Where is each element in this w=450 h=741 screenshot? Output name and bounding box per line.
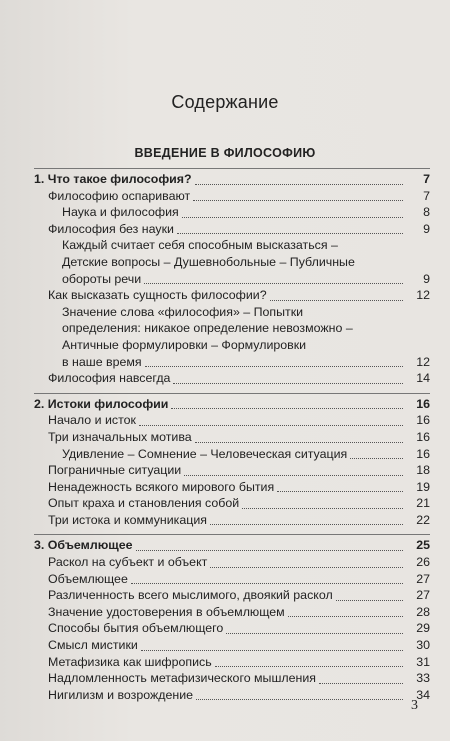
dot-leader bbox=[171, 408, 403, 409]
toc-entry: Три истока и коммуникация 22 bbox=[48, 512, 430, 527]
dot-leader bbox=[195, 442, 403, 443]
dot-leader bbox=[226, 633, 403, 634]
dot-leader bbox=[277, 491, 403, 492]
dot-leader bbox=[139, 425, 403, 426]
dot-leader bbox=[288, 616, 403, 617]
toc-entry: Философия навсегда 14 bbox=[48, 371, 430, 386]
page-title: Содержание bbox=[171, 92, 279, 112]
toc-entry: Объемлющее 27 bbox=[48, 571, 430, 586]
dot-leader bbox=[136, 550, 403, 551]
toc-entry: Метафизика как шифропись 31 bbox=[48, 654, 430, 669]
dot-leader bbox=[196, 699, 403, 700]
toc-entry-chapter: 1. Что такое философия? 7 bbox=[34, 172, 430, 186]
chapter-3 bbox=[34, 534, 430, 703]
dot-leader bbox=[242, 508, 403, 509]
toc-entry-multiline: Значение слова «философия» – Попытки определения: никакое определение невозможно – Античные формулировки – Формулировки в наше время 12 bbox=[62, 304, 430, 369]
chapter-2 bbox=[34, 393, 430, 529]
dot-leader bbox=[145, 366, 403, 367]
toc-entry: Удивление – Сомнение – Человеческая ситуация 16 bbox=[62, 446, 430, 461]
dot-leader bbox=[193, 200, 403, 201]
dot-leader bbox=[131, 583, 403, 584]
dot-leader bbox=[350, 458, 403, 459]
dot-leader bbox=[173, 383, 403, 384]
part-title: ВВЕДЕНИЕ В ФИЛОСОФИЮ bbox=[134, 146, 316, 160]
toc-entry: Наука и философия 8 bbox=[62, 205, 430, 220]
chapter-1 bbox=[34, 168, 430, 387]
dot-leader bbox=[182, 217, 403, 218]
dot-leader bbox=[215, 666, 403, 667]
dot-leader bbox=[144, 283, 403, 284]
dot-leader bbox=[195, 184, 403, 185]
table-of-contents bbox=[34, 168, 430, 709]
toc-entry: Различенность всего мыслимого, двоякий раскол 27 bbox=[48, 588, 430, 603]
toc-entry-chapter: 2. Истоки философии 16 bbox=[34, 396, 430, 411]
toc-entry: Философия без науки 9 bbox=[48, 221, 430, 236]
toc-entry-chapter: 3. Объемлющее 25 bbox=[34, 538, 430, 553]
dot-leader bbox=[177, 233, 403, 234]
dot-leader bbox=[210, 524, 403, 525]
dot-leader bbox=[319, 683, 403, 684]
toc-entry: Нигилизм и возрождение 34 bbox=[48, 687, 430, 702]
dot-leader bbox=[336, 600, 403, 601]
toc-entry: Ненадежность всякого мирового бытия 19 bbox=[48, 479, 430, 494]
toc-entry-multiline: Каждый считает себя способным высказаться – Детские вопросы – Душевнобольные – Публичные обороты речи 9 bbox=[62, 238, 430, 286]
toc-entry: Опыт краха и становления собой 21 bbox=[48, 496, 430, 511]
toc-entry: Пограничные ситуации 18 bbox=[48, 463, 430, 478]
dot-leader bbox=[210, 567, 403, 568]
dot-leader bbox=[270, 300, 403, 301]
toc-entry: Как высказать сущность философии? 12 bbox=[48, 288, 430, 303]
dot-leader bbox=[141, 650, 403, 651]
toc-entry: Начало и исток 16 bbox=[48, 413, 430, 428]
toc-entry: Значение удостоверения в объемлющем 28 bbox=[48, 604, 430, 619]
page-number: 3 bbox=[411, 698, 418, 713]
toc-entry: Три изначальных мотива 16 bbox=[48, 429, 430, 444]
dot-leader bbox=[184, 475, 403, 476]
toc-entry: Философию оспаривают 7 bbox=[48, 188, 430, 203]
toc-entry: Раскол на субъект и объект 26 bbox=[48, 555, 430, 570]
toc-entry: Способы бытия объемлющего 29 bbox=[48, 621, 430, 636]
toc-entry: Смысл мистики 30 bbox=[48, 638, 430, 653]
toc-entry: Надломленность метафизического мышления 33 bbox=[48, 671, 430, 686]
